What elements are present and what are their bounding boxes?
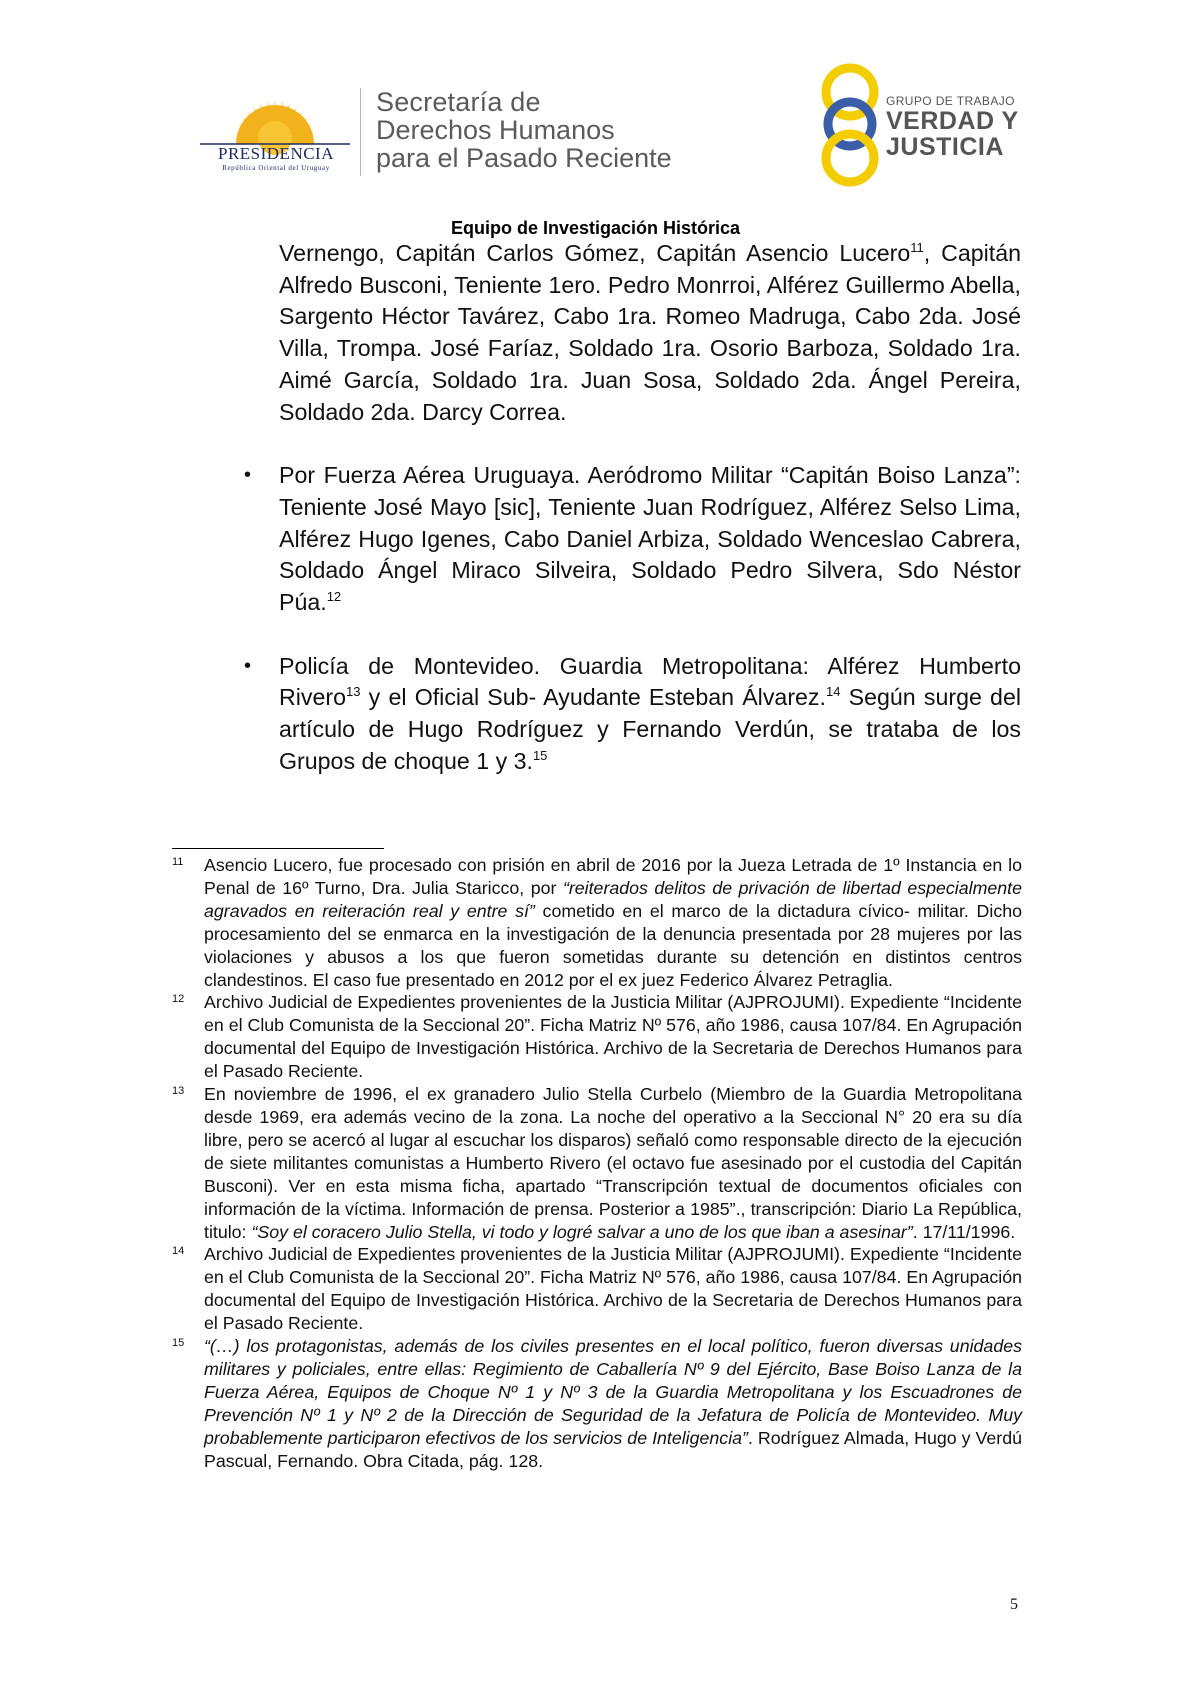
footnote-text: Archivo Judicial de Expedientes provenientes de la Justicia Militar (AJPROJUMI). Expediente “Incidente en el Club Comunista de la Seccional 20”. Ficha Matriz Nº 576, año 1986, causa 107/84. En Agrupación documental del Equipo de Investigación Histórica. Archivo de la Secretaria de Derechos Humanos para el Pasado Reciente.	[204, 1244, 1023, 1334]
body-text	[244, 238, 1021, 778]
presidencia-title: PRESIDENCIA	[217, 144, 334, 163]
list-item	[244, 651, 1021, 778]
list-item-fuerza-aerea: Por Fuerza Aérea Uruguaya. Aeródromo Militar “Capitán Boiso Lanza”: Teniente José Mayo [sic], Teniente Juan Rodríguez, Alférez Selso Lima, Alférez Hugo Igenes, Cabo Daniel Arbiza, Soldado Wenceslao Cabrera, Soldado Ángel Miraco Silveira, Soldado Pedro Silvera, Sdo Néstor Púa.	[279, 462, 1021, 616]
secretaria-line-1: Secretaría de	[376, 87, 541, 117]
bullet-icon: •	[244, 464, 252, 487]
footnote-ref[interactable]: 13	[346, 684, 361, 700]
footnote-13	[172, 1083, 1022, 1243]
footnote-ref[interactable]: 15	[532, 747, 548, 763]
list-item-policia-c: Según surge del artículo de Hugo Rodríguez y Fernando Verdún, se trataba de los Grupos de choque 1 y 3.	[279, 684, 1021, 774]
footnotes	[172, 854, 1022, 1472]
secretaria-line-3: para el Pasado Reciente	[376, 143, 672, 173]
footnote-separator	[172, 848, 384, 849]
list-item-text	[279, 651, 1021, 778]
list-item-text	[279, 460, 1021, 619]
paragraph-text-b: , Capitán Alfredo Busconi, Teniente 1ero. Pedro Monrroi, Alférez Guillermo Abella, Sargento Héctor Tavárez, Cabo 1ra. Romeo Madruga, Cabo 2da. José Villa, Trompa. José Faríaz, Soldado 1ra. Osorio Barboza, Soldado 1ra. Aimé García, Soldado 1ra. Juan Sosa, Soldado 2da. Ángel Pereira, Soldado 2da. Darcy Correa.	[279, 240, 1021, 425]
footnote-14	[172, 1243, 1022, 1335]
footnote-11	[172, 854, 1022, 991]
footnote-number: 14	[172, 1245, 185, 1258]
footnote-text: En noviembre de 1996, el ex granadero Julio Stella Curbelo (Miembro de la Guardia Metropolitana desde 1969, era además vecino de la zona. La noche del operativo a la Seccional N° 20 era su día libre, pero se acercó al lugar al escuchar los disparos) señaló como responsable directo de la ejecución de siete militantes comunistas a Humberto Rivero (el octavo fue asesinado por el custodia del Capitán Busconi). Ver en esta misma ficha, apartado “Transcripción textual de documentos oficiales con información de la víctima. Información de prensa. Posterior a 1985”., transcripción: Diario La República, titulo:	[204, 1084, 1022, 1242]
team-title: Equipo de Investigación Histórica	[450, 218, 741, 238]
footnote-number: 12	[172, 993, 185, 1006]
page-number: 5	[1010, 1596, 1018, 1613]
footnote-text: . Rodríguez Almada, Hugo y Verdú Pascual, Fernando. Obra Citada, pág. 128.	[204, 1427, 1022, 1471]
footnote-text: Archivo Judicial de Expedientes provenientes de la Justicia Militar (AJPROJUMI). Expediente “Incidente en el Club Comunista de la Seccional 20”. Ficha Matriz Nº 576, año 1986, causa 107/84. En Agrupación documental del Equipo de Investigación Histórica. Archivo de la Secretaria de Derechos Humanos para el Pasado Reciente.	[204, 992, 1023, 1082]
footnote-text: . 17/11/1996.	[912, 1221, 1016, 1242]
presidencia-subtitle: República Oriental del Uruguay	[222, 164, 330, 172]
footnote-ref[interactable]: 14	[825, 684, 841, 700]
paragraph-continuation	[279, 238, 1021, 428]
footnote-quote: “reiterados delitos de privación de libertad especialmente agravados en reiteración real y entre sí”	[204, 877, 1022, 921]
grupo-line-3: JUSTICIA	[886, 133, 1004, 161]
footnote-quote: “(…) los protagonistas, además de los civiles presentes en el local político, fueron diversas unidades militares y policiales, entre ellas: Regimiento de Caballería Nº 9 del Ejército, Base Boiso Lanza de la Fuerza Aérea, Equipos de Choque Nº 1 y Nº 3 de la Guardia Metropolitana y los Escuadrones de Prevención Nº 1 y Nº 2 de la Dirección de Seguridad de la Jefatura de Policía de Montevideo. Muy probablemente participaron efectivos de los servicios de Inteligencia”	[204, 1336, 1022, 1448]
bullet-icon: •	[244, 654, 252, 677]
footnote-12	[172, 991, 1022, 1083]
grupo-line-1: GRUPO DE TRABAJO	[886, 94, 1015, 108]
footnote-ref[interactable]: 11	[910, 240, 924, 255]
footnote-ref[interactable]: 12	[326, 589, 342, 605]
paragraph-text-a: Vernengo, Capitán Carlos Gómez, Capitán Asencio Lucero	[279, 240, 911, 266]
grupo-trabajo-wordmark	[886, 94, 1019, 160]
header-divider	[360, 88, 361, 176]
page-header	[0, 0, 1191, 205]
list-item-policia-b: y el Oficial Sub- Ayudante Esteban Álvarez.	[360, 684, 826, 711]
footnote-number: 15	[172, 1337, 185, 1350]
secretaria-line-2: Derechos Humanos	[376, 115, 615, 145]
footnote-number: 13	[172, 1085, 185, 1098]
list-item	[244, 460, 1021, 619]
grupo-line-2: VERDAD Y	[886, 107, 1019, 135]
footnote-15	[172, 1335, 1022, 1472]
footnote-text: Asencio Lucero, fue procesado con prisión en abril de 2016 por la Jueza Letrada de 1º Instancia en lo Penal de 16º Turno, Dra. Julia Staricco, por	[204, 855, 1022, 898]
footnote-text: cometido en el marco de la dictadura cívico- militar. Dicho procesamiento del se enmarca en la investigación de la denuncia presentada por 28 mujeres por las violaciones y abusos a los que fueron sometidas durante su detención en distintos centros clandestinos. El caso fue presentado en 2012 por el ex juez Federico Álvarez Petraglia.	[204, 900, 1022, 990]
list-item-policia-a: Policía de Montevideo. Guardia Metropolitana: Alférez Humberto Rivero	[279, 652, 1021, 711]
secretaria-wordmark	[376, 88, 672, 172]
footnote-quote: “Soy el coracero Julio Stella, vi todo y logré salvar a uno de los que iban a asesinar”	[251, 1221, 913, 1242]
footnote-number: 11	[172, 856, 184, 868]
